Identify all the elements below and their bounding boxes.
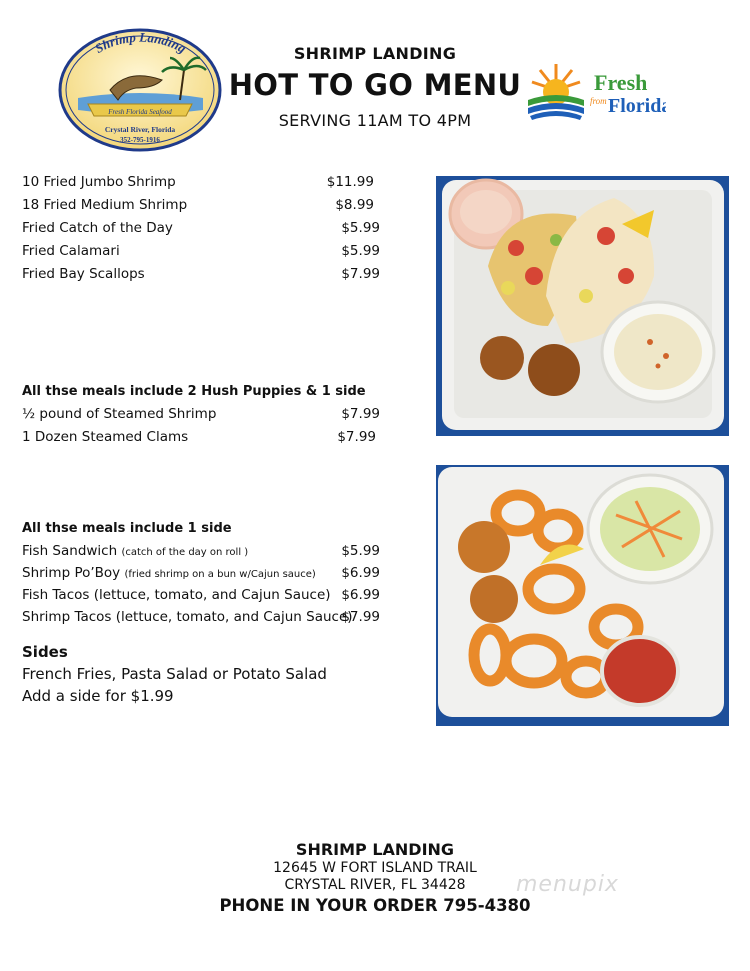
item-note: (catch of the day on roll ): [121, 547, 249, 558]
fresh-word: Fresh: [594, 70, 648, 95]
menu-item: [22, 197, 380, 219]
sides-price: Add a side for $1.99: [22, 687, 174, 705]
serving-hours: SERVING 11AM TO 4PM: [278, 111, 472, 130]
logo-phone: 352-795-1916: [120, 136, 160, 144]
item-price: $11.99: [326, 174, 374, 190]
footer-address-line1: 12645 W FORT ISLAND TRAIL: [273, 860, 477, 876]
menu-item: [22, 174, 380, 196]
logo-location: Crystal River, Florida: [104, 125, 176, 134]
menu-item: [22, 266, 380, 288]
sides-options: French Fries, Pasta Salad or Potato Salad: [22, 665, 327, 683]
item-price: $5.99: [341, 243, 380, 259]
menu-item: [22, 243, 380, 265]
sides-title: Sides: [22, 643, 68, 661]
item-name: Shrimp Po’Boy: [22, 565, 121, 581]
from-word: from: [590, 96, 607, 106]
item-name: Fish Sandwich: [22, 543, 118, 559]
item-price: $7.99: [337, 429, 376, 445]
item-note: (fried shrimp on a bun w/Cajun sauce): [124, 569, 316, 580]
florida-word: Florida: [608, 95, 666, 117]
item-name-wrap: [22, 565, 316, 581]
menu-item: [22, 609, 380, 631]
item-name: 10 Fried Jumbo Shrimp: [22, 174, 176, 190]
menu-item: [22, 543, 380, 565]
page-title: HOT TO GO MENU: [228, 68, 522, 102]
item-price: $6.99: [341, 565, 380, 581]
item-price: $7.99: [341, 266, 380, 282]
menu-item: [22, 429, 380, 451]
sandwich-section-heading: All thse meals include 1 side: [22, 521, 232, 536]
item-price: $6.99: [341, 587, 380, 603]
item-name: Fried Catch of the Day: [22, 220, 173, 236]
tacos-photo: [436, 176, 729, 436]
item-price: $8.99: [335, 197, 374, 213]
footer-address-line2: CRYSTAL RIVER, FL 34428: [284, 877, 466, 893]
item-price: $5.99: [341, 220, 380, 236]
item-price: $5.99: [341, 543, 380, 559]
logo-name-text: Shrimp Landing: [92, 29, 189, 56]
sun-icon: [526, 60, 666, 126]
menu-item: [22, 587, 380, 609]
item-price: $7.99: [341, 609, 380, 625]
item-name: 1 Dozen Steamed Clams: [22, 429, 189, 445]
item-name: Shrimp Tacos (lettuce, tomato, and Cajun Sauce): [22, 609, 353, 625]
item-name: ½ pound of Steamed Shrimp: [22, 406, 217, 422]
menu-item: [22, 406, 380, 428]
header-brand: SHRIMP LANDING: [293, 44, 457, 63]
item-name: Fish Tacos (lettuce, tomato, and Cajun Sauce): [22, 587, 331, 603]
logo-tagline: Fresh Florida Seafood: [108, 108, 172, 116]
steamed-section-heading: All thse meals include 2 Hush Puppies & 1 side: [22, 384, 366, 399]
item-name-wrap: [22, 543, 248, 559]
fresh-from-florida-logo: [526, 60, 666, 126]
item-price: $7.99: [341, 406, 380, 422]
footer-phone: PHONE IN YOUR ORDER 795-4380: [219, 896, 531, 915]
menupix-watermark: menupix: [516, 872, 619, 897]
menu-item: [22, 565, 380, 587]
item-name: Fried Bay Scallops: [22, 266, 145, 282]
item-name: 18 Fried Medium Shrimp: [22, 197, 188, 213]
footer-brand: SHRIMP LANDING: [295, 840, 455, 859]
menu-item: [22, 220, 380, 242]
item-name: Fried Calamari: [22, 243, 120, 259]
fried-basket-photo: [436, 465, 729, 726]
